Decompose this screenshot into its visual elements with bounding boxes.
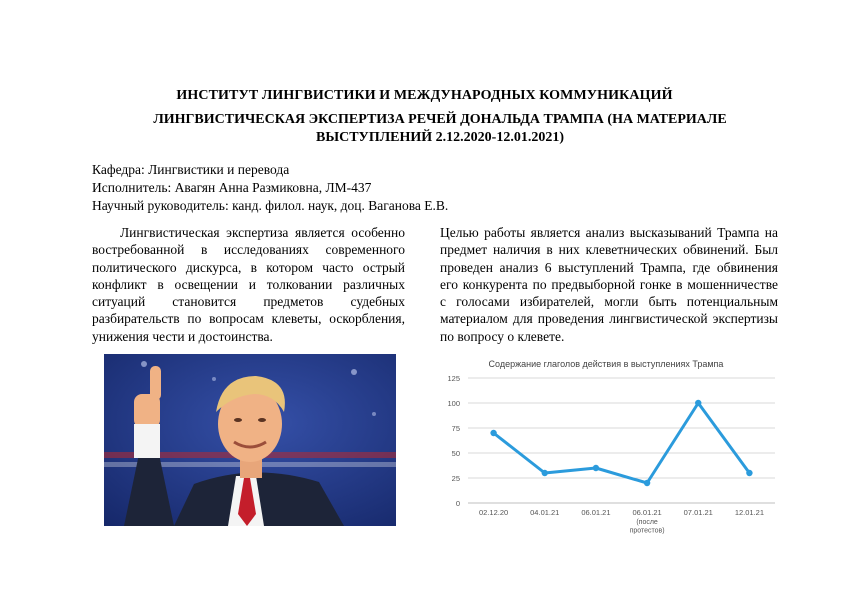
poster-title xyxy=(120,111,760,147)
author-info xyxy=(92,161,542,215)
data-point xyxy=(593,465,599,471)
x-tick-label: 02.12.20 xyxy=(478,508,509,517)
data-point xyxy=(746,470,752,476)
speaker-photo-illustration xyxy=(104,354,396,526)
data-point xyxy=(695,400,701,406)
x-tick-label: 06.01.21 xyxy=(632,508,662,517)
line-chart xyxy=(430,350,790,540)
poster-title-line-2: ВЫСТУПЛЕНИЙ 2.12.2020-12.01.2021) xyxy=(316,130,564,145)
poster-title-line-1: ЛИНГВИСТИЧЕСКАЯ ЭКСПЕРТИЗА РЕЧЕЙ ДОНАЛЬДА ТРАМПА (НА МАТЕРИАЛЕ xyxy=(153,112,727,127)
department-line: Кафедра: Лингвистики и перевода xyxy=(92,162,290,177)
x-tick-label: 12.01.21 xyxy=(734,508,765,517)
author-line: Исполнитель: Авагян Анна Размиковна, ЛМ-437 xyxy=(92,180,372,195)
chart-title: Содержание глаголов действия в выступлениях Трампа xyxy=(488,359,724,369)
goal-paragraph: Целью работы является анализ высказываний Трампа на предмет наличия в них клеветнических обвинений. Был проведен анализ 6 выступлений Трампа, где обвинения его конкурента по предвыборной гонке в мошенничестве с голосами избирателей, могли быть потенциальным материалом для проведения лингвистической экспертизы по вопросу о клевете. xyxy=(440,225,778,344)
institute-name: ИНСТИТУТ ЛИНГВИСТИКИ И МЕЖДУНАРОДНЫХ КОММУНИКАЦИЙ xyxy=(176,88,673,103)
supervisor-line: Научный руководитель: канд. филол. наук, доц. Ваганова Е.В. xyxy=(92,198,449,213)
y-tick-label: 25 xyxy=(451,474,460,483)
y-tick-label: 125 xyxy=(447,374,460,383)
data-point xyxy=(644,480,650,486)
y-tick-label: 0 xyxy=(455,499,460,508)
y-tick-label: 50 xyxy=(451,449,460,458)
data-point xyxy=(542,470,548,476)
x-tick-note: (после протестов) xyxy=(629,519,665,535)
x-tick-label: 07.01.21 xyxy=(683,508,713,517)
series-line xyxy=(494,403,750,483)
verbs-chart xyxy=(430,350,790,540)
y-tick-label: 100 xyxy=(447,399,460,408)
x-tick-label: 06.01.21 xyxy=(581,508,611,517)
y-tick-label: 75 xyxy=(451,424,460,433)
x-tick-label: 04.01.21 xyxy=(530,508,560,517)
intro-paragraph: Лингвистическая экспертиза является особенно востребованной в исследованиях современного политического дискурса, в котором часто острый конфликт в освещении и толковании различных ситуаций становится предметов судебных разбирательств по вопросам клеветы, оскорбления, унижения чести и достоинства. xyxy=(92,225,405,344)
data-point xyxy=(490,430,496,436)
speaker-photo xyxy=(104,354,396,526)
